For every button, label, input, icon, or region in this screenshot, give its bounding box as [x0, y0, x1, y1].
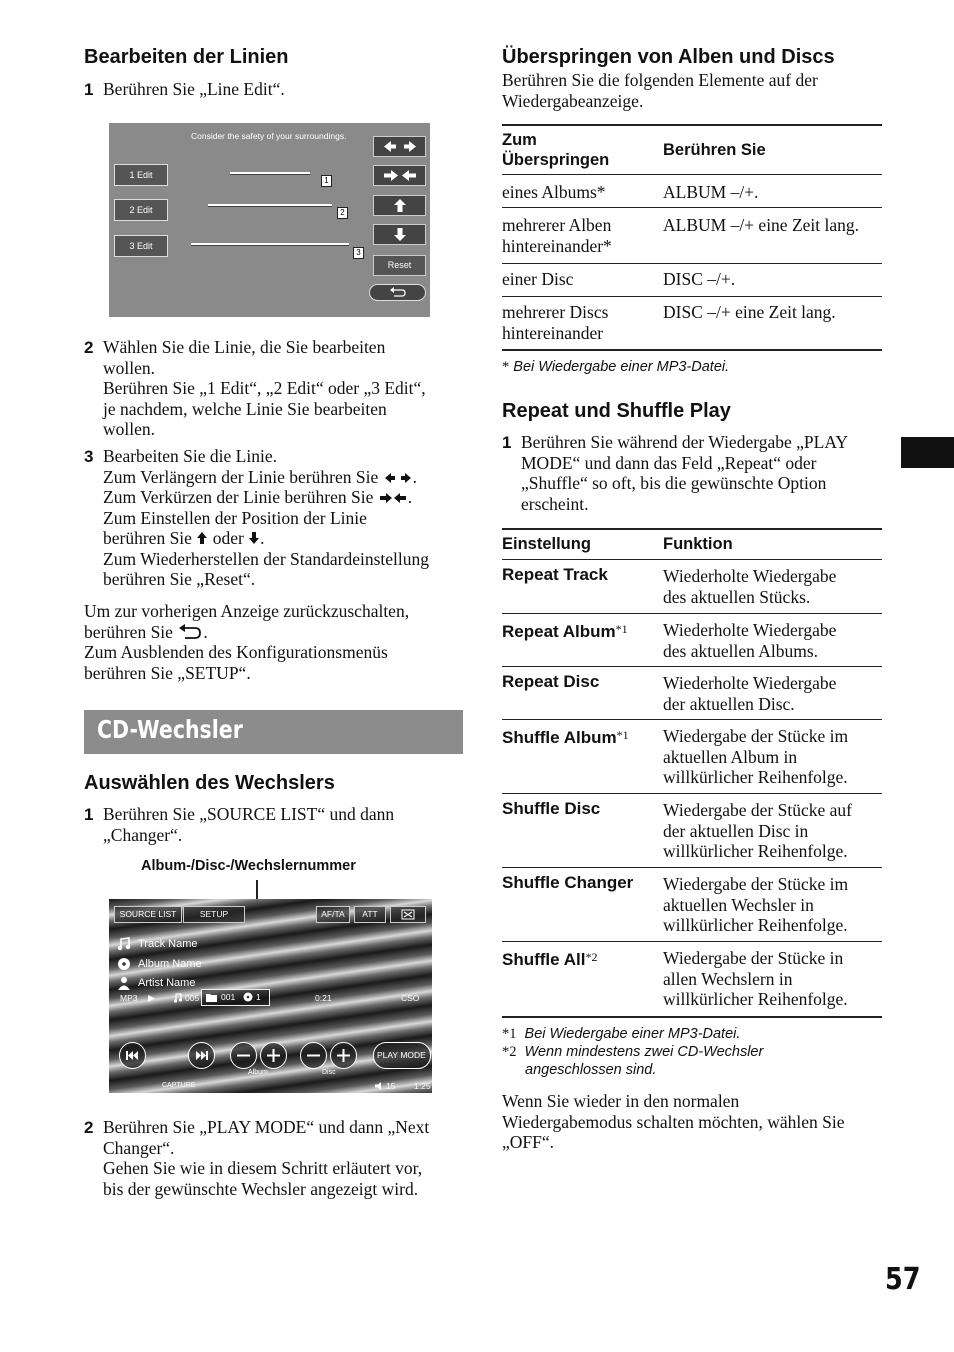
cell-line: Wiedergabe der Stücke in — [663, 948, 844, 968]
back-button — [369, 284, 426, 301]
volume-level: 15 — [386, 1081, 396, 1091]
step-text — [103, 337, 426, 440]
cell-line: willkürlicher Reihenfolge. — [663, 989, 848, 1009]
table-rule — [502, 941, 882, 942]
music-note-icon — [173, 993, 182, 1003]
cell-line: ALBUM –/+ eine Zeit lang. — [663, 215, 860, 235]
disc-icon — [243, 992, 253, 1002]
cell-line: aktuellen Wechsler in — [663, 894, 814, 915]
table-rule — [502, 1016, 882, 1018]
step-line: Zum Verkürzen der Linie berühren Sie — [103, 487, 374, 507]
step-line: berühren Sie — [103, 528, 192, 548]
table-cell — [502, 269, 573, 290]
changer-playback-screenshot — [109, 899, 432, 1093]
arrow-up-icon — [196, 531, 208, 545]
elapsed-time: 0:21 — [315, 993, 332, 1003]
cell-line: willkürlicher Reihenfolge. — [663, 915, 848, 935]
heading-ueberspringen: Überspringen von Alben und Discs — [502, 46, 835, 68]
table-header-skip — [502, 130, 609, 170]
cell-line: hintereinander — [502, 322, 604, 343]
step-number: 2 — [84, 338, 94, 357]
move-up-button — [373, 195, 426, 216]
heading-auswahl-wechsler: Auswählen des Wechslers — [84, 772, 335, 794]
section-banner — [84, 710, 463, 754]
step-line: bis der gewünschte Wechsler angezeigt wird. — [103, 1178, 419, 1199]
next-button — [188, 1042, 215, 1069]
step-number: 1 — [502, 433, 512, 452]
afta-button: AF/TA — [316, 906, 350, 923]
footnote-text: Bei Wiedergabe einer MP3-Datei. — [513, 359, 730, 375]
footnote-mark: * — [502, 359, 510, 375]
step-line: „Shuffle“ so oft, bis die gewünschte Option — [521, 473, 827, 493]
step-line: Changer“. — [103, 1137, 175, 1158]
table-rule — [502, 124, 882, 126]
step-number: 1 — [84, 80, 94, 99]
step-text — [103, 1117, 429, 1199]
setting-name: Shuffle Album — [502, 728, 617, 747]
setting-name: Repeat Disc — [502, 672, 600, 691]
heading-repeat-shuffle: Repeat und Shuffle Play — [502, 400, 731, 422]
table-header-function: Funktion — [663, 535, 733, 553]
minus-icon — [231, 1043, 256, 1068]
line-3 — [191, 243, 349, 246]
album-disc-number-box — [201, 989, 270, 1006]
table-cell — [502, 215, 612, 256]
cell-line: DISC –/+. — [663, 269, 736, 289]
table-footnote — [502, 1025, 740, 1043]
disc-icon — [117, 957, 131, 971]
disc-plus-button — [330, 1042, 357, 1069]
skip-intro — [502, 70, 818, 111]
shorten-button — [373, 165, 426, 186]
format-label: MP3 — [120, 993, 138, 1003]
arrow-down-icon — [248, 531, 260, 545]
cell-line: der aktuellen Disc in — [663, 820, 809, 841]
step-line: „Changer“. — [103, 824, 183, 845]
folder-icon — [206, 993, 217, 1002]
footnote-mark: *2 — [502, 1044, 517, 1060]
table-rule — [502, 613, 882, 614]
edit-1-button: 1 Edit — [114, 164, 168, 186]
cell-line: Wiedergabe der Stücke im — [663, 726, 849, 746]
table-rule — [502, 296, 882, 297]
header-line: Zum — [502, 131, 537, 149]
closing-paragraph — [502, 1091, 845, 1153]
cell-line: der aktuellen Disc. — [663, 693, 795, 714]
paragraph-line: berühren Sie — [84, 621, 173, 642]
step-line: MODE“ und dann das Feld „Repeat“ oder — [521, 452, 817, 473]
line-1 — [230, 172, 310, 175]
previous-button — [119, 1042, 146, 1069]
arrow-up-icon — [390, 196, 410, 215]
paragraph-line: „OFF“. — [502, 1132, 555, 1152]
footnote-ref: *1 — [616, 728, 629, 742]
cell-line: mehrerer Discs — [502, 302, 609, 322]
step-line-lengthen: Zum Verlängern der Linie berühren Sie . — [103, 466, 417, 487]
table-cell-function — [663, 800, 852, 862]
reset-button: Reset — [373, 255, 426, 276]
disc-control-label: Disc — [322, 1069, 336, 1076]
table-cell-setting — [502, 947, 597, 971]
paragraph-line: Wenn Sie wieder in den normalen — [502, 1091, 740, 1111]
table-cell-function — [663, 948, 848, 1010]
play-mode-button — [373, 1042, 431, 1069]
step-line: Zum Verlängern der Linie berühren Sie — [103, 466, 379, 487]
close-icon — [391, 907, 425, 922]
cell-line: Wiederholte Wiedergabe — [663, 566, 837, 586]
step-line: Berühren Sie „1 Edit“, „2 Edit“ oder „3 Edit“, — [103, 378, 426, 398]
step-line-shorten: Zum Verkürzen der Linie berühren Sie . — [103, 487, 413, 507]
step-line: wollen. — [103, 357, 156, 378]
step-text — [521, 432, 848, 514]
paragraph-line-back: berühren Sie . — [84, 621, 208, 642]
table-rule — [502, 174, 882, 175]
clock: 1:25 — [414, 1081, 431, 1091]
table-cell-setting — [502, 799, 600, 820]
shorten-arrows-icon — [378, 492, 408, 504]
cell-line: einer Disc — [502, 269, 574, 289]
album-control-label: Album — [248, 1069, 268, 1076]
table-cell-function — [663, 874, 848, 936]
step-line: wollen. — [103, 419, 156, 439]
table-cell-function — [663, 673, 836, 714]
source-list-button: SOURCE LIST — [114, 906, 182, 923]
setup-button: SETUP — [183, 906, 245, 923]
table-header-setting: Einstellung — [502, 535, 591, 553]
footnote-continuation: angeschlossen sind. — [525, 1062, 657, 1078]
step-line: Wählen Sie die Linie, die Sie bearbeiten — [103, 337, 386, 357]
table-header-touch: Berühren Sie — [663, 141, 766, 159]
step-line: erscheint. — [521, 493, 589, 514]
heading-bearbeiten-linien: Bearbeiten der Linien — [84, 46, 289, 68]
cell-line: Wiedergabe der Stücke auf — [663, 800, 852, 820]
line-number-2: 2 — [337, 207, 348, 219]
lengthen-arrows-icon — [380, 137, 420, 156]
footnote-ref: *2 — [585, 950, 598, 964]
att-button: ATT — [354, 906, 386, 923]
paragraph-line: berühren Sie „SETUP“. — [84, 662, 251, 683]
step-number: 1 — [84, 805, 94, 824]
header-line: Überspringen — [502, 151, 610, 169]
table-cell-setting — [502, 565, 608, 586]
cell-line: Wiederholte Wiedergabe — [663, 620, 837, 640]
table-cell — [663, 182, 758, 203]
table-cell — [663, 215, 859, 236]
return-paragraph — [84, 601, 409, 683]
step-line: Berühren Sie „SOURCE LIST“ und dann — [103, 804, 395, 824]
page-number: 57 — [885, 1262, 921, 1297]
table-cell — [502, 182, 606, 203]
step-line: Berühren Sie „Line Edit“. — [103, 79, 285, 99]
table-rule — [502, 559, 882, 560]
footnote-mark: *1 — [502, 1026, 517, 1042]
setting-name: Shuffle Changer — [502, 873, 634, 892]
cell-line: DISC –/+ eine Zeit lang. — [663, 302, 836, 322]
cell-line: des aktuellen Stücks. — [663, 586, 811, 607]
edit-3-button: 3 Edit — [114, 235, 168, 257]
cell-line: allen Wechslern in — [663, 968, 793, 989]
cell-line: Wiedergabe der Stücke im — [663, 874, 849, 894]
section-title: CD-Wechsler — [97, 715, 243, 744]
artist-name: Artist Name — [138, 977, 196, 989]
table-rule — [502, 528, 882, 530]
cell-line: willkürlicher Reihenfolge. — [663, 767, 848, 787]
arrow-down-icon — [390, 225, 410, 244]
step-number: 3 — [84, 447, 94, 466]
paragraph-line: Wiedergabeanzeige. — [502, 90, 644, 111]
volume-icon — [375, 1082, 384, 1090]
track-name: Track Name — [138, 938, 198, 950]
table-cell — [663, 302, 836, 323]
cell-line: eines Albums* — [502, 182, 606, 202]
setting-name: Shuffle Disc — [502, 799, 601, 818]
callout-label: Album-/Disc-/Wechslernummer — [141, 858, 356, 874]
paragraph-line: Berühren Sie die folgenden Elemente auf der — [502, 70, 818, 90]
table-cell-function — [663, 620, 836, 661]
shorten-arrows-icon — [380, 166, 420, 185]
footnote-ref: *1 — [615, 622, 628, 636]
step-line: Zum Einstellen der Position der Linie — [103, 507, 367, 528]
table-cell — [663, 269, 735, 290]
setting-name: Repeat Track — [502, 565, 608, 584]
step-line-position: berühren Sie oder . — [103, 528, 265, 548]
step-line: Gehen Sie wie in diesem Schritt erläutert vor, — [103, 1158, 423, 1178]
step-line: Berühren Sie während der Wiedergabe „PLAY — [521, 432, 848, 452]
setting-name: Repeat Album — [502, 622, 616, 641]
step-text — [103, 804, 394, 845]
cell-line: des aktuellen Albums. — [663, 640, 819, 661]
back-arrow-icon — [370, 285, 425, 300]
table-rule — [502, 867, 882, 868]
plus-icon — [331, 1043, 356, 1068]
back-arrow-icon — [177, 623, 203, 639]
play-icon — [147, 994, 156, 1003]
paragraph-line: Um zur vorherigen Anzeige zurückzuschalten, — [84, 601, 410, 621]
step-line: oder — [212, 528, 244, 548]
music-note-icon — [117, 937, 131, 951]
step-text — [103, 446, 429, 590]
line-number-3: 3 — [353, 247, 364, 259]
lengthen-arrows-icon — [383, 472, 413, 484]
table-rule — [502, 666, 882, 667]
table-cell-setting — [502, 619, 628, 643]
cell-line: hintereinander* — [502, 235, 612, 256]
footnote-text: Bei Wiedergabe einer MP3-Datei. — [524, 1026, 741, 1042]
album-number: 001 — [221, 992, 236, 1002]
cell-line: willkürlicher Reihenfolge. — [663, 841, 848, 861]
track-number: 005 — [185, 993, 200, 1003]
paragraph-line: Zum Ausblenden des Konfigurationsmenüs — [84, 642, 388, 662]
move-down-button — [373, 224, 426, 245]
previous-track-icon — [120, 1043, 145, 1068]
chapter-tab-marker — [901, 437, 954, 468]
capture-label: CAPTURE — [162, 1082, 196, 1089]
step-text — [103, 79, 285, 100]
table-cell — [502, 302, 608, 343]
table-cell-function — [663, 566, 836, 607]
close-button — [390, 906, 426, 923]
play-mode-label: PLAY MODE — [377, 1050, 426, 1060]
line-edit-screenshot — [109, 123, 430, 317]
minus-icon — [301, 1043, 326, 1068]
table-rule — [502, 719, 882, 720]
step-line: Bearbeiten Sie die Linie. — [103, 446, 277, 466]
artist-icon — [117, 976, 131, 990]
step-line: je nachdem, welche Linie Sie bearbeiten — [103, 398, 387, 419]
table-rule — [502, 263, 882, 264]
table-cell-setting — [502, 672, 599, 693]
cell-line: mehrerer Alben — [502, 215, 612, 235]
line-number-1: 1 — [321, 175, 332, 187]
next-track-icon — [189, 1043, 214, 1068]
table-rule — [502, 207, 882, 208]
album-plus-button — [260, 1042, 287, 1069]
table-cell-setting — [502, 725, 629, 749]
cell-line: aktuellen Album in — [663, 746, 798, 767]
cell-line: ALBUM –/+. — [663, 182, 759, 202]
album-minus-button — [230, 1042, 257, 1069]
step-line: Berühren Sie „PLAY MODE“ und dann „Next — [103, 1117, 430, 1137]
edit-2-button: 2 Edit — [114, 199, 168, 221]
disc-number: 1 — [256, 992, 261, 1002]
cell-line: Wiederholte Wiedergabe — [663, 673, 837, 693]
line-2 — [208, 204, 332, 207]
lengthen-button — [373, 136, 426, 157]
step-line: berühren Sie „Reset“. — [103, 569, 256, 589]
footnote-text: Wenn mindestens zwei CD-Wechsler — [524, 1044, 764, 1060]
cso-label: CSO — [401, 993, 420, 1003]
table-rule — [502, 349, 882, 351]
paragraph-line: Wiedergabemodus schalten möchten, wählen Sie — [502, 1111, 845, 1132]
plus-icon — [261, 1043, 286, 1068]
table-footnote — [502, 358, 729, 376]
table-cell-function — [663, 726, 848, 788]
disc-minus-button — [300, 1042, 327, 1069]
table-rule — [502, 793, 882, 794]
setting-name: Shuffle All — [502, 950, 586, 969]
table-footnote — [502, 1043, 763, 1061]
step-line: Zum Wiederherstellen der Standardeinstellung — [103, 548, 430, 569]
safety-tip: Consider the safety of your surroundings. — [191, 131, 347, 141]
table-cell-setting — [502, 873, 633, 894]
step-number: 2 — [84, 1118, 94, 1137]
album-name: Album Name — [138, 958, 202, 970]
